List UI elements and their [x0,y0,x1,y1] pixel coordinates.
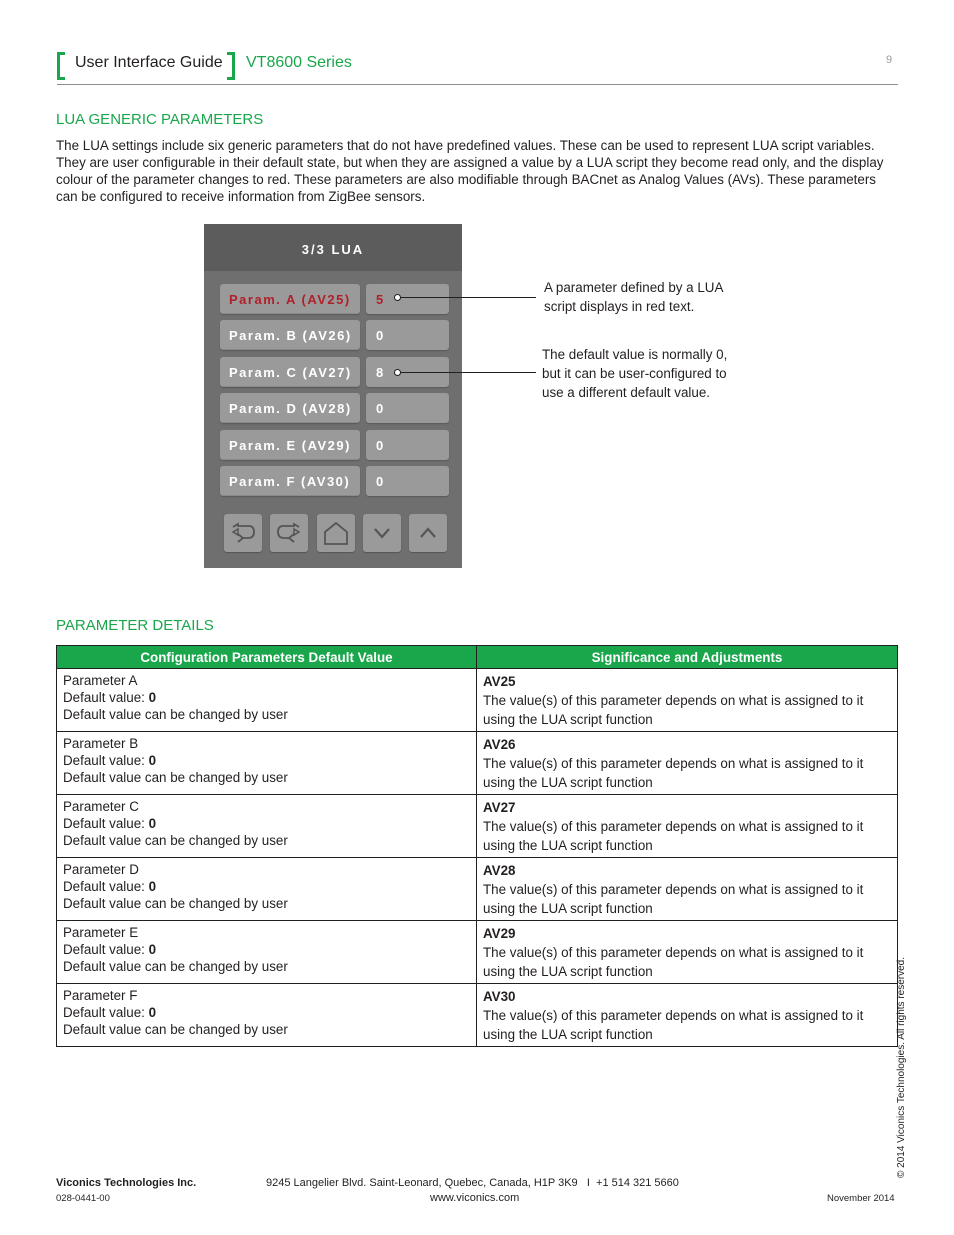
param-label[interactable]: Param. E (AV29) [220,430,360,460]
significance-cell [477,732,898,795]
param-value[interactable]: 0 [366,320,449,350]
home-button[interactable] [317,514,355,552]
default-label: Default value: [63,1005,149,1020]
significance-text: The value(s) of this parameter depends on what is assigned to it using the LUA script function [483,1008,864,1042]
default-value [63,1004,470,1021]
param-row-c[interactable] [220,357,449,389]
default-value [63,815,470,832]
down-button[interactable] [363,514,401,552]
column-header: Significance and Adjustments [477,646,898,669]
table-row [57,669,898,732]
column-header: Configuration Parameters Default Value [57,646,477,669]
header-bracket-left [57,52,65,80]
company-address: 9245 Langelier Blvd. Saint-Leonard, Quebec, Canada, H1P 3K9 I +1 514 321 5660 [266,1177,679,1189]
home-icon [322,520,350,546]
param-label[interactable]: Param. C (AV27) [220,357,360,387]
param-label[interactable]: Param. D (AV28) [220,393,360,423]
default-label: Default value: [63,690,149,705]
analog-value-id: AV25 [483,674,516,689]
parameter-name: Parameter C [63,799,139,814]
param-label[interactable]: Param. A (AV25) [220,284,360,314]
page-number: 9 [886,54,893,66]
analog-value-id: AV29 [483,926,516,941]
guide-title: User Interface Guide [75,54,223,71]
back-icon [229,521,257,545]
default-value-number: 0 [148,816,157,831]
param-row-a[interactable] [220,284,449,316]
series-title: VT8600 Series [246,54,352,71]
company-name: Viconics Technologies Inc. [56,1177,197,1189]
parameter-name: Parameter A [63,673,138,688]
header-divider [57,84,898,85]
default-value [63,941,470,958]
default-note: Default value can be changed by user [63,707,288,722]
significance-text: The value(s) of this parameter depends on what is assigned to it using the LUA script function [483,693,864,727]
analog-value-id: AV30 [483,989,516,1004]
back-button[interactable] [224,514,262,552]
default-note: Default value can be changed by user [63,959,288,974]
details-section-title: PARAMETER DETAILS [56,617,214,634]
significance-text: The value(s) of this parameter depends on what is assigned to it using the LUA script function [483,882,864,916]
significance-cell [477,984,898,1047]
parameter-name: Parameter D [63,862,139,877]
chevron-up-icon [416,523,440,543]
param-value[interactable]: 8 [366,357,449,387]
param-label[interactable]: Param. F (AV30) [220,466,360,496]
significance-cell [477,669,898,732]
screen-title: 3/3 LUA [204,224,462,271]
param-label[interactable]: Param. B (AV26) [220,320,360,350]
forward-icon [275,521,303,545]
default-note: Default value can be changed by user [63,896,288,911]
default-note: Default value can be changed by user [63,770,288,785]
significance-cell [477,858,898,921]
config-cell [57,984,477,1047]
default-value-number: 0 [148,690,157,705]
callout-line-red [400,297,536,298]
table-header-row [57,646,898,669]
significance-text: The value(s) of this parameter depends on what is assigned to it using the LUA script function [483,756,864,790]
param-row-d[interactable] [220,393,449,425]
table-row [57,732,898,795]
config-cell [57,669,477,732]
param-row-f[interactable] [220,466,449,498]
significance-cell [477,921,898,984]
param-value[interactable]: 0 [366,430,449,460]
default-value-number: 0 [148,942,157,957]
analog-value-id: AV26 [483,737,516,752]
default-value [63,689,470,706]
default-label: Default value: [63,879,149,894]
default-value [63,878,470,895]
chevron-down-icon [370,523,394,543]
config-cell [57,921,477,984]
param-value[interactable]: 0 [366,466,449,496]
thermostat-display [204,224,462,568]
param-value[interactable]: 0 [366,393,449,423]
config-cell [57,858,477,921]
config-cell [57,795,477,858]
config-cell [57,732,477,795]
doc-number: 028-0441-00 [56,1193,110,1204]
table-row [57,984,898,1047]
callout-default-value: The default value is normally 0, but it can be user-configured to use a different default value. [542,347,728,400]
lua-section-title: LUA GENERIC PARAMETERS [56,111,264,128]
default-label: Default value: [63,753,149,768]
default-label: Default value: [63,816,149,831]
param-value[interactable]: 5 [366,284,449,314]
copyright: © 2014 Viconics Technologies. All rights reserved. [896,956,907,1178]
default-value-number: 0 [148,879,157,894]
callout-red-param: A parameter defined by a LUA script displays in red text. [544,280,723,314]
analog-value-id: AV28 [483,863,516,878]
table-row [57,921,898,984]
website-link[interactable]: www.viconics.com [430,1192,520,1204]
param-row-e[interactable] [220,430,449,462]
default-note: Default value can be changed by user [63,833,288,848]
lua-intro-paragraph: The LUA settings include six generic parameters that do not have predefined values. These can be used to represent LUA script variables. They are user configurable in their default state, but when they are assigned a value by a LUA script they become read only, and the display colour of the parameter changes to red. These parameters are also modifiable through BACnet as Analog Values (AVs). These parameters can be configured to receive information from ZigBee sensors. [56,138,884,204]
default-value-number: 0 [148,753,157,768]
table-row [57,795,898,858]
analog-value-id: AV27 [483,800,516,815]
default-label: Default value: [63,942,149,957]
publication-date: November 2014 [827,1193,895,1204]
forward-button[interactable] [270,514,308,552]
table-row [57,858,898,921]
callout-line-default [400,372,536,373]
up-button[interactable] [409,514,447,552]
default-value-number: 0 [148,1005,157,1020]
parameter-name: Parameter F [63,988,138,1003]
default-value [63,752,470,769]
default-note: Default value can be changed by user [63,1022,288,1037]
header-bracket-right [227,52,235,80]
significance-text: The value(s) of this parameter depends on what is assigned to it using the LUA script function [483,945,864,979]
parameter-name: Parameter E [63,925,139,940]
param-row-b[interactable] [220,320,449,352]
parameter-name: Parameter B [63,736,139,751]
significance-text: The value(s) of this parameter depends on what is assigned to it using the LUA script function [483,819,864,853]
parameter-details-table [56,645,898,1047]
significance-cell [477,795,898,858]
